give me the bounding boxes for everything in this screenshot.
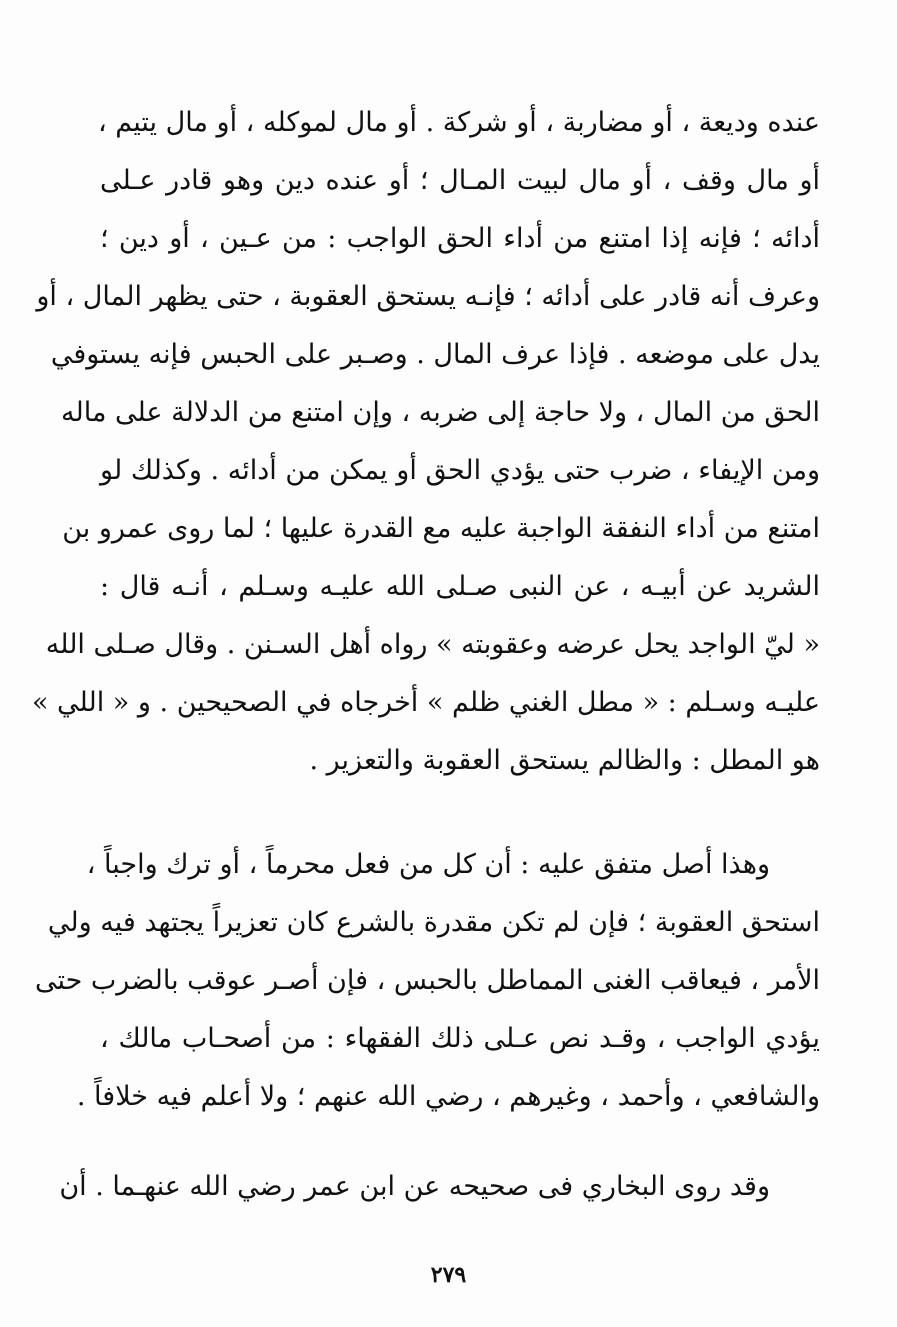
paragraph-2 <box>34 836 820 1126</box>
text-line: أو مال وقف ، أو مال لبيت المـال ؛ أو عنده دين وهو قادر عـلى <box>100 165 820 196</box>
text-line: امتنع من أداء النفقة الواجبة عليه مع القدرة عليها ؛ لما روى عمرو بن <box>62 513 820 544</box>
paragraph-1 <box>31 94 820 790</box>
text-line: هو المطل : والظالم يستحق العقوبة والتعزير . <box>309 745 820 776</box>
text-line: استحق العقوبة ؛ فإن لم تكن مقدرة بالشرع كان تعزيراً يجتهد فيه ولي <box>47 907 820 938</box>
text-line: الحق من المال ، ولا حاجة إلى ضربه ، وإن امتنع من الدلالة على ماله <box>61 397 820 428</box>
text-line: الشريد عن أبيـه ، عن النبى صـلى الله عليـه وسـلم ، أنـه قال : <box>100 571 820 602</box>
text-line: الأمر ، فيعاقب الغنى المماطل بالحبس ، فإن أصـر عوقب بالضرب حتى <box>34 965 820 996</box>
text-line: ومن الإيفاء ، ضرب حتى يؤدي الحق أو يمكن من أدائه . وكذلك لو <box>100 455 820 486</box>
text-line: وعرف أنه قادر على أدائه ؛ فإنـه يستحق العقوبة ، حتى يظهر المال ، أو <box>36 281 820 312</box>
text-line: عليـه وسـلم : « مطل الغني ظلم » أخرجاه في الصحيحين . و « اللي » <box>31 687 820 718</box>
text-line: وهذا أصل متفق عليه : أن كل من فعل محرماً ، أو ترك واجباً ، <box>86 849 770 880</box>
text-line: أدائه ؛ فإنه إذا امتنع من أداء الحق الواجب : من عـين ، أو دين ؛ <box>100 223 820 254</box>
text-line: يؤدي الواجب ، وقـد نص عـلى ذلك الفقهاء : من أصحـاب مالك ، <box>100 1023 820 1054</box>
text-line: والشافعي ، وأحمد ، وغيرهم ، رضي الله عنهم ؛ ولا أعلم فيه خلافاً . <box>76 1081 820 1112</box>
text-line: وقد روى البخاري فى صحيحه عن ابن عمر رضي الله عنهـما . أن <box>59 1171 770 1202</box>
paragraph-3 <box>59 1158 820 1216</box>
text-line: يدل على موضعه . فإذا عرف المال . وصـبر على الحبس فإنه يستوفي <box>50 339 820 370</box>
text-line: « ليّ الواجد يحل عرضه وعقوبته » رواه أهل السـنن . وقال صـلى الله <box>45 629 820 660</box>
text-line: عنده وديعة ، أو مضاربة ، أو شركة . أو مال لموكله ، أو مال يتيم ، <box>98 107 820 138</box>
page-number: ٢٧٩ <box>430 1262 467 1288</box>
